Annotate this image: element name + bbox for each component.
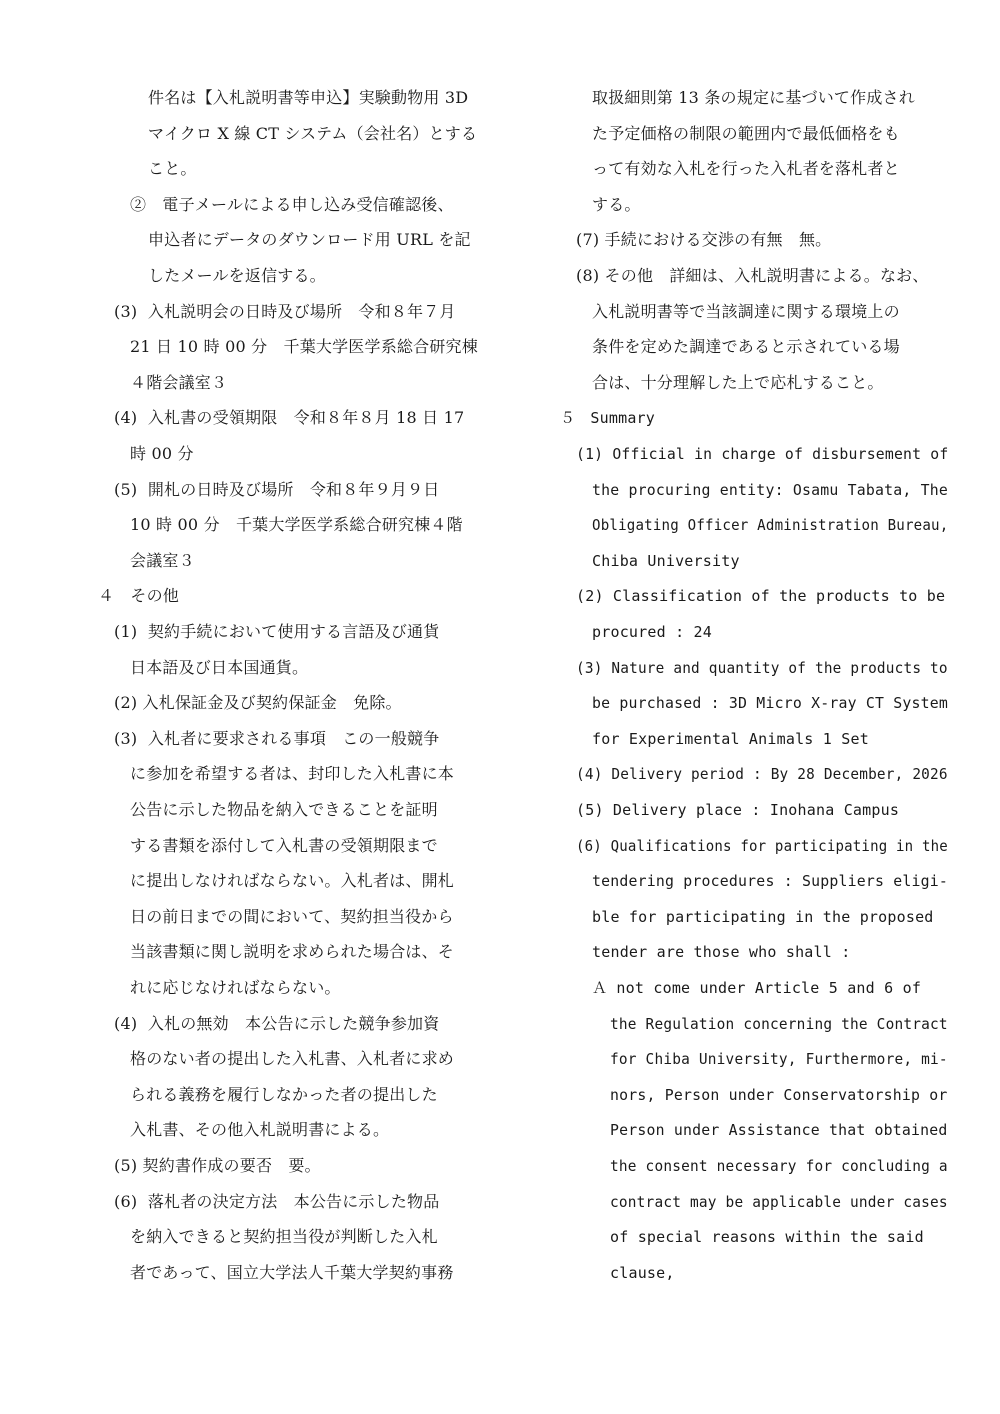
text-line: れに応じなければならない。 (130, 978, 341, 997)
text-line: 取扱細則第 13 条の規定に基づいて作成され (592, 88, 915, 107)
text-line: た予定価格の制限の範囲内で最低価格をも (592, 123, 900, 143)
text-line: こと。 (148, 159, 197, 179)
text-line: ４ その他 (98, 586, 180, 606)
text-line: 会議室３ (130, 550, 195, 570)
text-line: 公告に示した物品を納入できることを証明 (130, 800, 438, 819)
text-line: (3) 入札説明会の日時及び場所 令和８年７月 (114, 301, 456, 321)
text-line: (8) その他 詳細は、入札説明書による。なお、 (576, 266, 929, 285)
text-line: ４階会議室３ (130, 372, 228, 392)
text-line: を納入できると契約担当役が判断した入札 (130, 1227, 438, 1247)
text-line: (3) Nature and quantity of the products to (576, 658, 948, 677)
text-line: nors, Person under Conservatorship or (610, 1085, 948, 1104)
text-line: 10 時 00 分 千葉大学医学系総合研究棟４階 (130, 515, 463, 535)
text-line: (7) 手続における交渉の有無 無。 (576, 230, 832, 250)
text-line: 21 日 10 時 00 分 千葉大学医学系総合研究棟 (130, 337, 478, 357)
text-line: (5) Delivery place : Inohana Campus (576, 801, 900, 819)
text-line: (2) 入札保証金及び契約保証金 免除。 (114, 693, 402, 713)
text-line: for Experimental Animals 1 Set (592, 729, 869, 748)
text-line: 当該書類に関し説明を求められた場合は、そ (130, 942, 455, 962)
text-line: られる義務を履行しなかった者の提出した (130, 1084, 438, 1104)
text-line: に参加を希望する者は、封印した入札書に本 (130, 764, 455, 784)
text-line: 件名は【入札説明書等申込】実験動物用 3D (148, 88, 469, 107)
text-line: ５ Summary (560, 409, 656, 428)
text-line: (2) Classification of the products to be (576, 587, 946, 606)
text-line: Ａ not come under Article 5 and 6 of (592, 979, 922, 997)
text-line: (5) 契約書作成の要否 要。 (114, 1156, 321, 1175)
text-line: tendering procedures : Suppliers eligi- (592, 872, 949, 891)
text-line: (4) 入札書の受領期限 令和８年８月 18 日 17 (114, 408, 465, 428)
text-line: (3) 入札者に要求される事項 この一般競争 (114, 728, 440, 748)
text-line: (4) 入札の無効 本公告に示した競争参加資 (114, 1013, 440, 1033)
text-line: the consent necessary for concluding a (610, 1157, 948, 1175)
text-line: 入札説明書等で当該調達に関する環境上の (592, 301, 900, 321)
text-line: (5) 開札の日時及び場所 令和８年９月９日 (114, 479, 440, 499)
text-line: したメールを返信する。 (148, 266, 326, 285)
text-line: Person under Assistance that obtained (610, 1121, 948, 1140)
text-line: (1) 契約手続において使用する言語及び通貨 (114, 622, 440, 641)
text-line: contract may be applicable under cases (610, 1192, 948, 1211)
text-line: the procuring entity: Osamu Tabata, The (592, 480, 949, 499)
text-line: for Chiba University, Furthermore, mi- (610, 1050, 948, 1069)
text-line: 条件を定めた調達であると示されている場 (592, 337, 900, 357)
text-line: 格のない者の提出した入札書、入札者に求め (130, 1049, 455, 1069)
text-line: Obligating Officer Administration Bureau, (592, 516, 949, 535)
text-line: マイクロ X 線 CT システム（会社名）とする (148, 123, 478, 143)
text-line: tender are those who shall : (592, 943, 851, 962)
text-line: 申込者にデータのダウンロード用 URL を記 (148, 230, 471, 250)
text-line: ② 電子メールによる申し込み受信確認後、 (130, 194, 454, 214)
text-line: (6) 落札者の決定方法 本公告に示した物品 (114, 1191, 440, 1211)
text-line: 合は、十分理解した上で応札すること。 (592, 372, 884, 392)
text-line: 時 00 分 (130, 444, 194, 463)
text-line: (1) Official in charge of disbursement of (576, 445, 949, 463)
text-line: する。 (592, 194, 641, 214)
text-line: Chiba University (592, 551, 740, 570)
text-line: (6) Qualifications for participating in the (576, 836, 948, 855)
text-line: the Regulation concerning the Contract (610, 1014, 948, 1033)
text-line: clause, (610, 1263, 675, 1282)
text-line: に提出しなければならない。入札者は、開札 (130, 871, 455, 891)
text-line: of special reasons within the said (610, 1228, 924, 1247)
text-line: 日本語及び日本国通貨。 (130, 657, 309, 677)
text-line: ble for participating in the proposed (592, 907, 934, 926)
text-line: 者であって、国立大学法人千葉大学契約事務 (130, 1262, 454, 1282)
text-line: be purchased : 3D Micro X-ray CT System (592, 694, 949, 713)
text-line: 入札書、その他入札説明書による。 (130, 1120, 390, 1140)
text-line: (4) Delivery period : By 28 December, 2026 (576, 765, 948, 784)
text-line: って有効な入札を行った入札者を落札者と (592, 159, 900, 179)
text-line: 日の前日までの間において、契約担当役から (130, 906, 454, 926)
text-line: する書類を添付して入札書の受領期限まで (130, 835, 438, 855)
text-line: procured : 24 (592, 623, 712, 641)
